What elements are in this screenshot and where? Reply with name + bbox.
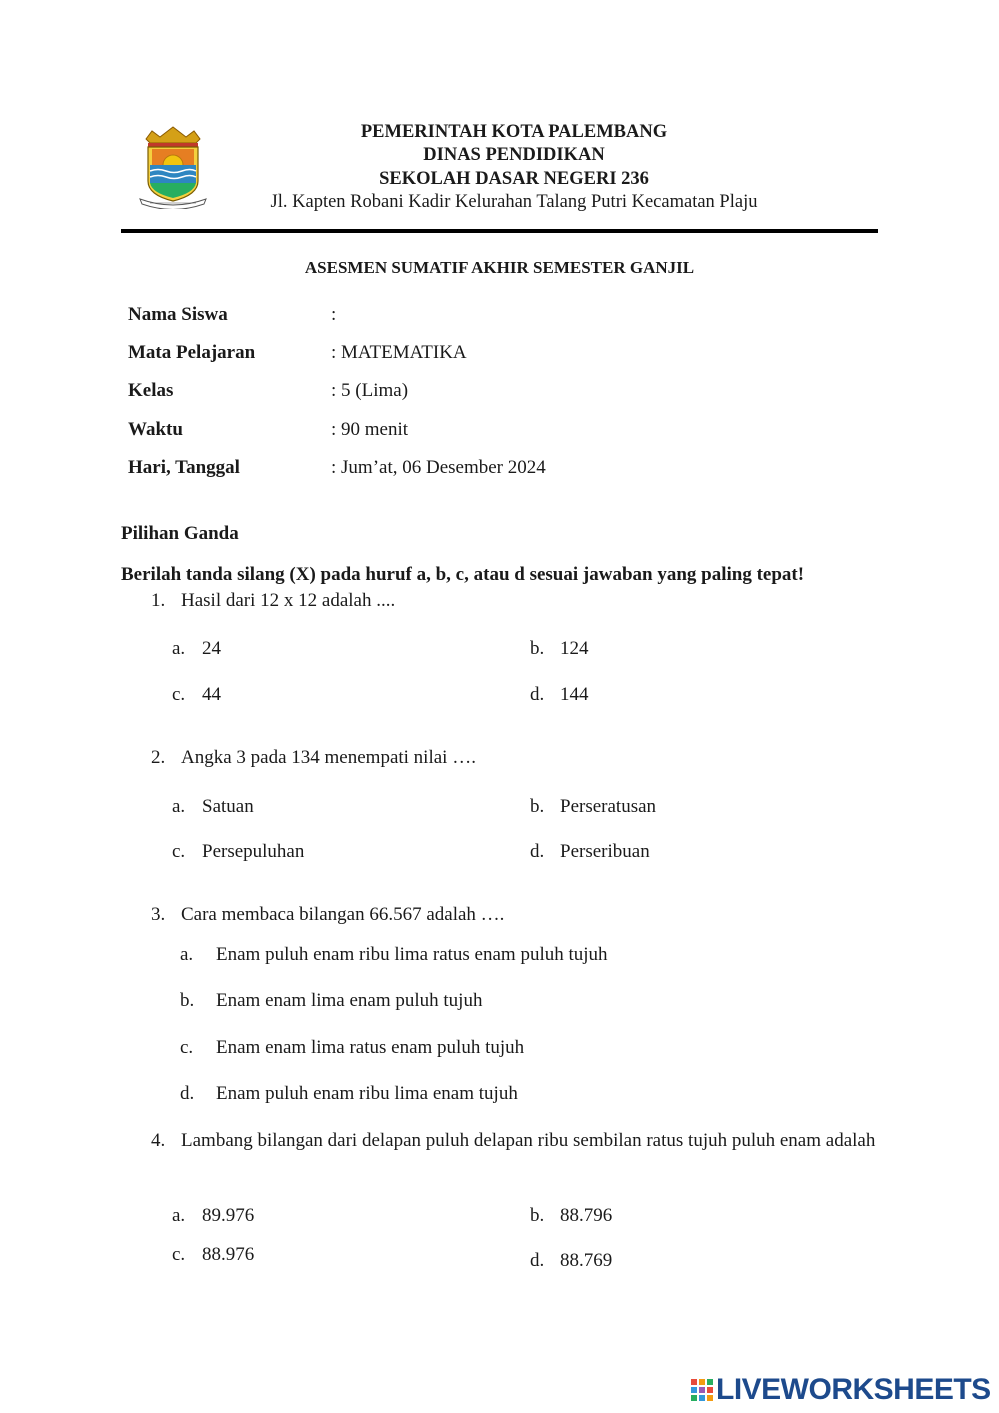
info-label-date: Hari, Tanggal [128, 457, 240, 478]
palembang-city-emblem-icon [138, 125, 208, 209]
info-label-name: Nama Siswa [128, 304, 228, 325]
info-label-time: Waktu [128, 419, 183, 440]
question-text: Hasil dari 12 x 12 adalah .... [181, 590, 396, 611]
question-4-text: Lambang bilangan dari delapan puluh delapan ribu sembilan ratus tujuh puluh enam adalah [181, 1130, 876, 1151]
instruction: Berilah tanda silang (X) pada huruf a, b, c, atau d sesuai jawaban yang paling tepat! [121, 564, 805, 585]
q1-option-a[interactable]: a. 24 [172, 638, 221, 659]
header-address: Jl. Kapten Robani Kadir Kelurahan Talang Putri Kecamatan Plaju [270, 192, 758, 212]
q1-option-c[interactable]: c. 44 [172, 684, 221, 705]
question-text: Angka 3 pada 134 menempati nilai …. [181, 747, 476, 768]
section-title: Pilihan Ganda [121, 523, 239, 544]
brand-text: LIVEWORKSHEETS [716, 1373, 991, 1406]
q1-option-b[interactable]: b. 124 [530, 638, 589, 659]
info-value-time: : 90 menit [331, 419, 409, 440]
q3-option-c[interactable]: c. Enam enam lima ratus enam puluh tujuh [180, 1037, 525, 1058]
question-text: Cara membaca bilangan 66.567 adalah …. [181, 904, 505, 925]
liveworksheets-brand[interactable] [691, 1373, 991, 1407]
q4-option-b[interactable]: b. 88.796 [530, 1205, 613, 1226]
q1-option-d[interactable]: d. 144 [530, 684, 589, 705]
info-value-name: : [331, 304, 337, 325]
q2-option-b[interactable]: b. Perseratusan [530, 796, 657, 817]
header-divider [121, 229, 878, 233]
q2-option-d[interactable]: d. Perseribuan [530, 841, 650, 862]
q4-option-a[interactable]: a. 89.976 [172, 1205, 255, 1226]
q4-option-d[interactable]: d. 88.769 [530, 1250, 613, 1271]
q3-option-a[interactable]: a. Enam puluh enam ribu lima ratus enam puluh tujuh [180, 944, 608, 965]
info-value-class: : 5 (Lima) [331, 380, 409, 401]
question-number: 3. [151, 904, 166, 925]
info-value-subject: : MATEMATIKA [331, 342, 467, 363]
question-4-number: 4. [151, 1130, 166, 1151]
q2-option-c[interactable]: c. Persepuluhan [172, 841, 305, 862]
question-number: 2. [151, 747, 166, 768]
info-label-subject: Mata Pelajaran [128, 342, 256, 363]
info-label-class: Kelas [128, 380, 174, 401]
q3-option-b[interactable]: b. Enam enam lima enam puluh tujuh [180, 990, 483, 1011]
question-number: 1. [151, 590, 166, 611]
q4-option-c[interactable]: c. 88.976 [172, 1244, 255, 1265]
header-school: SEKOLAH DASAR NEGERI 236 [379, 169, 649, 189]
exam-title: ASESMEN SUMATIF AKHIR SEMESTER GANJIL [304, 258, 695, 277]
header-department: DINAS PENDIDIKAN [423, 145, 605, 165]
liveworksheets-logo-icon [691, 1375, 713, 1397]
q2-option-a[interactable]: a. Satuan [172, 796, 254, 817]
info-value-date: : Jum’at, 06 Desember 2024 [331, 457, 546, 478]
q3-option-d[interactable]: d. Enam puluh enam ribu lima enam tujuh [180, 1083, 518, 1104]
header-government: PEMERINTAH KOTA PALEMBANG [360, 122, 668, 142]
